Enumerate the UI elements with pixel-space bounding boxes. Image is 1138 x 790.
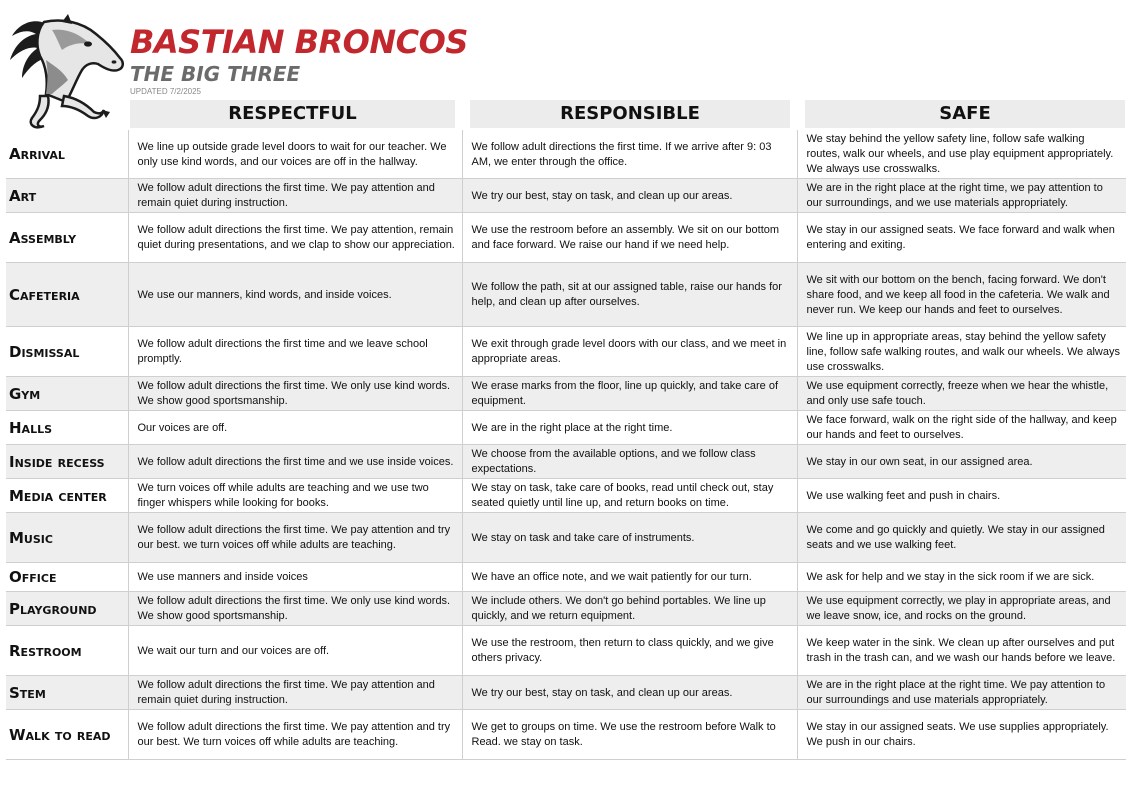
- brand-header: [130, 22, 468, 97]
- row-location-name: Media center: [6, 479, 128, 513]
- column-header-responsible: RESPONSIBLE: [470, 100, 790, 128]
- cell-respectful: We turn voices off while adults are teaching and we use two finger whispers while looking for books.: [128, 479, 462, 513]
- cell-responsible: We exit through grade level doors with our class, and we meet in appropriate areas.: [462, 327, 797, 377]
- table-row: [6, 592, 1126, 626]
- table-row: [6, 327, 1126, 377]
- table-row: [6, 513, 1126, 563]
- cell-responsible: We try our best, stay on task, and clean up our areas.: [462, 676, 797, 710]
- row-location-name: Arrival: [6, 130, 128, 179]
- table-row: [6, 676, 1126, 710]
- cell-responsible: We try our best, stay on task, and clean up our areas.: [462, 179, 797, 213]
- row-location-name: Restroom: [6, 626, 128, 676]
- cell-safe: We stay behind the yellow safety line, follow safe walking routes, walk our wheels, and use play equipment appropriately. We always use crosswalks.: [797, 130, 1126, 179]
- row-location-name: Art: [6, 179, 128, 213]
- cell-safe: We stay in our assigned seats. We face forward and walk when entering and exiting.: [797, 213, 1126, 263]
- cell-responsible: We have an office note, and we wait patiently for our turn.: [462, 563, 797, 592]
- row-location-name: Walk to read: [6, 710, 128, 760]
- row-location-name: Gym: [6, 377, 128, 411]
- cell-safe: We line up in appropriate areas, stay behind the yellow safety line, follow safe walking routes, and walk our wheels. We always use crosswalks.: [797, 327, 1126, 377]
- cell-responsible: We follow the path, sit at our assigned table, raise our hands for help, and clean up after ourselves.: [462, 263, 797, 327]
- cell-responsible: We use the restroom, then return to class quickly, and we give others privacy.: [462, 626, 797, 676]
- row-location-name: Assembly: [6, 213, 128, 263]
- table-row: [6, 377, 1126, 411]
- cell-safe: We sit with our bottom on the bench, facing forward. We don't share food, and we keep all food in the cafeteria. We walk and never run. We keep our hands and feet to ourselves.: [797, 263, 1126, 327]
- cell-responsible: We erase marks from the floor, line up quickly, and take care of equipment.: [462, 377, 797, 411]
- cell-safe: We use equipment correctly, freeze when we hear the whistle, and only use safe touch.: [797, 377, 1126, 411]
- cell-responsible: We include others. We don't go behind portables. We line up quickly, and we return equipment.: [462, 592, 797, 626]
- cell-respectful: We wait our turn and our voices are off.: [128, 626, 462, 676]
- school-title: BASTIAN BRONCOS: [130, 23, 468, 61]
- cell-respectful: Our voices are off.: [128, 411, 462, 445]
- cell-respectful: We follow adult directions the first time and we leave school promptly.: [128, 327, 462, 377]
- cell-responsible: We use the restroom before an assembly. We sit on our bottom and face forward. We raise our hand if we need help.: [462, 213, 797, 263]
- cell-safe: We stay in our assigned seats. We use supplies appropriately. We push in our chairs.: [797, 710, 1126, 760]
- updated-date: UPDATED 7/2/2025: [130, 87, 201, 96]
- table-row: [6, 710, 1126, 760]
- table-row: [6, 263, 1126, 327]
- cell-respectful: We use manners and inside voices: [128, 563, 462, 592]
- row-location-name: Playground: [6, 592, 128, 626]
- row-location-name: Stem: [6, 676, 128, 710]
- table-row: [6, 411, 1126, 445]
- cell-responsible: We are in the right place at the right time.: [462, 411, 797, 445]
- cell-safe: We use equipment correctly, we play in appropriate areas, and we leave snow, ice, and rocks on the ground.: [797, 592, 1126, 626]
- table-row: [6, 130, 1126, 179]
- cell-responsible: We choose from the available options, and we follow class expectations.: [462, 445, 797, 479]
- row-location-name: Office: [6, 563, 128, 592]
- document-subtitle: THE BIG THREE: [130, 62, 301, 86]
- cell-responsible: We get to groups on time. We use the restroom before Walk to Read. we stay on task.: [462, 710, 797, 760]
- cell-respectful: We follow adult directions the first time and we use inside voices.: [128, 445, 462, 479]
- table-row: [6, 626, 1126, 676]
- cell-respectful: We follow adult directions the first time. We only use kind words. We show good sportsmanship.: [128, 592, 462, 626]
- cell-responsible: We stay on task, take care of books, read until check out, stay seated quietly until line up, and return books on time.: [462, 479, 797, 513]
- cell-respectful: We follow adult directions the first time. We pay attention and remain quiet during instruction.: [128, 179, 462, 213]
- cell-safe: We use walking feet and push in chairs.: [797, 479, 1126, 513]
- expectations-matrix: [6, 130, 1126, 760]
- cell-safe: We ask for help and we stay in the sick room if we are sick.: [797, 563, 1126, 592]
- cell-respectful: We follow adult directions the first time. We only use kind words. We show good sportsmanship.: [128, 377, 462, 411]
- cell-safe: We keep water in the sink. We clean up after ourselves and put trash in the trash can, and we wash our hands before we leave.: [797, 626, 1126, 676]
- table-row: [6, 479, 1126, 513]
- cell-responsible: We follow adult directions the first time. If we arrive after 9: 03 AM, we enter through the office.: [462, 130, 797, 179]
- cell-respectful: We follow adult directions the first time. We pay attention and remain quiet during instruction.: [128, 676, 462, 710]
- table-row: [6, 445, 1126, 479]
- cell-respectful: We follow adult directions the first time. We pay attention and try our best. We turn voices off while adults are teaching.: [128, 710, 462, 760]
- bronco-horse-logo: [6, 14, 130, 130]
- table-row: [6, 213, 1126, 263]
- column-header-safe: SAFE: [805, 100, 1125, 128]
- row-location-name: Cafeteria: [6, 263, 128, 327]
- table-row: [6, 563, 1126, 592]
- cell-responsible: We stay on task and take care of instruments.: [462, 513, 797, 563]
- cell-respectful: We follow adult directions the first time. We pay attention, remain quiet during presentations, and we clap to show our appreciation.: [128, 213, 462, 263]
- matrix-body: [6, 130, 1126, 760]
- cell-respectful: We use our manners, kind words, and inside voices.: [128, 263, 462, 327]
- cell-safe: We are in the right place at the right time. We pay attention to our surroundings and use materials appropriately.: [797, 676, 1126, 710]
- row-location-name: Inside recess: [6, 445, 128, 479]
- cell-safe: We are in the right place at the right time, we pay attention to our surroundings, and we use materials appropriately.: [797, 179, 1126, 213]
- cell-respectful: We follow adult directions the first time. We pay attention and try our best. we turn voices off while adults are teaching.: [128, 513, 462, 563]
- cell-safe: We face forward, walk on the right side of the hallway, and keep our hands and feet to ourselves.: [797, 411, 1126, 445]
- row-location-name: Music: [6, 513, 128, 563]
- column-header-respectful: RESPECTFUL: [130, 100, 455, 128]
- row-location-name: Dismissal: [6, 327, 128, 377]
- cell-safe: We stay in our own seat, in our assigned area.: [797, 445, 1126, 479]
- cell-safe: We come and go quickly and quietly. We stay in our assigned seats and we use walking feet.: [797, 513, 1126, 563]
- row-location-name: Halls: [6, 411, 128, 445]
- cell-respectful: We line up outside grade level doors to wait for our teacher. We only use kind words, and our voices are off in the hallway.: [128, 130, 462, 179]
- table-row: [6, 179, 1126, 213]
